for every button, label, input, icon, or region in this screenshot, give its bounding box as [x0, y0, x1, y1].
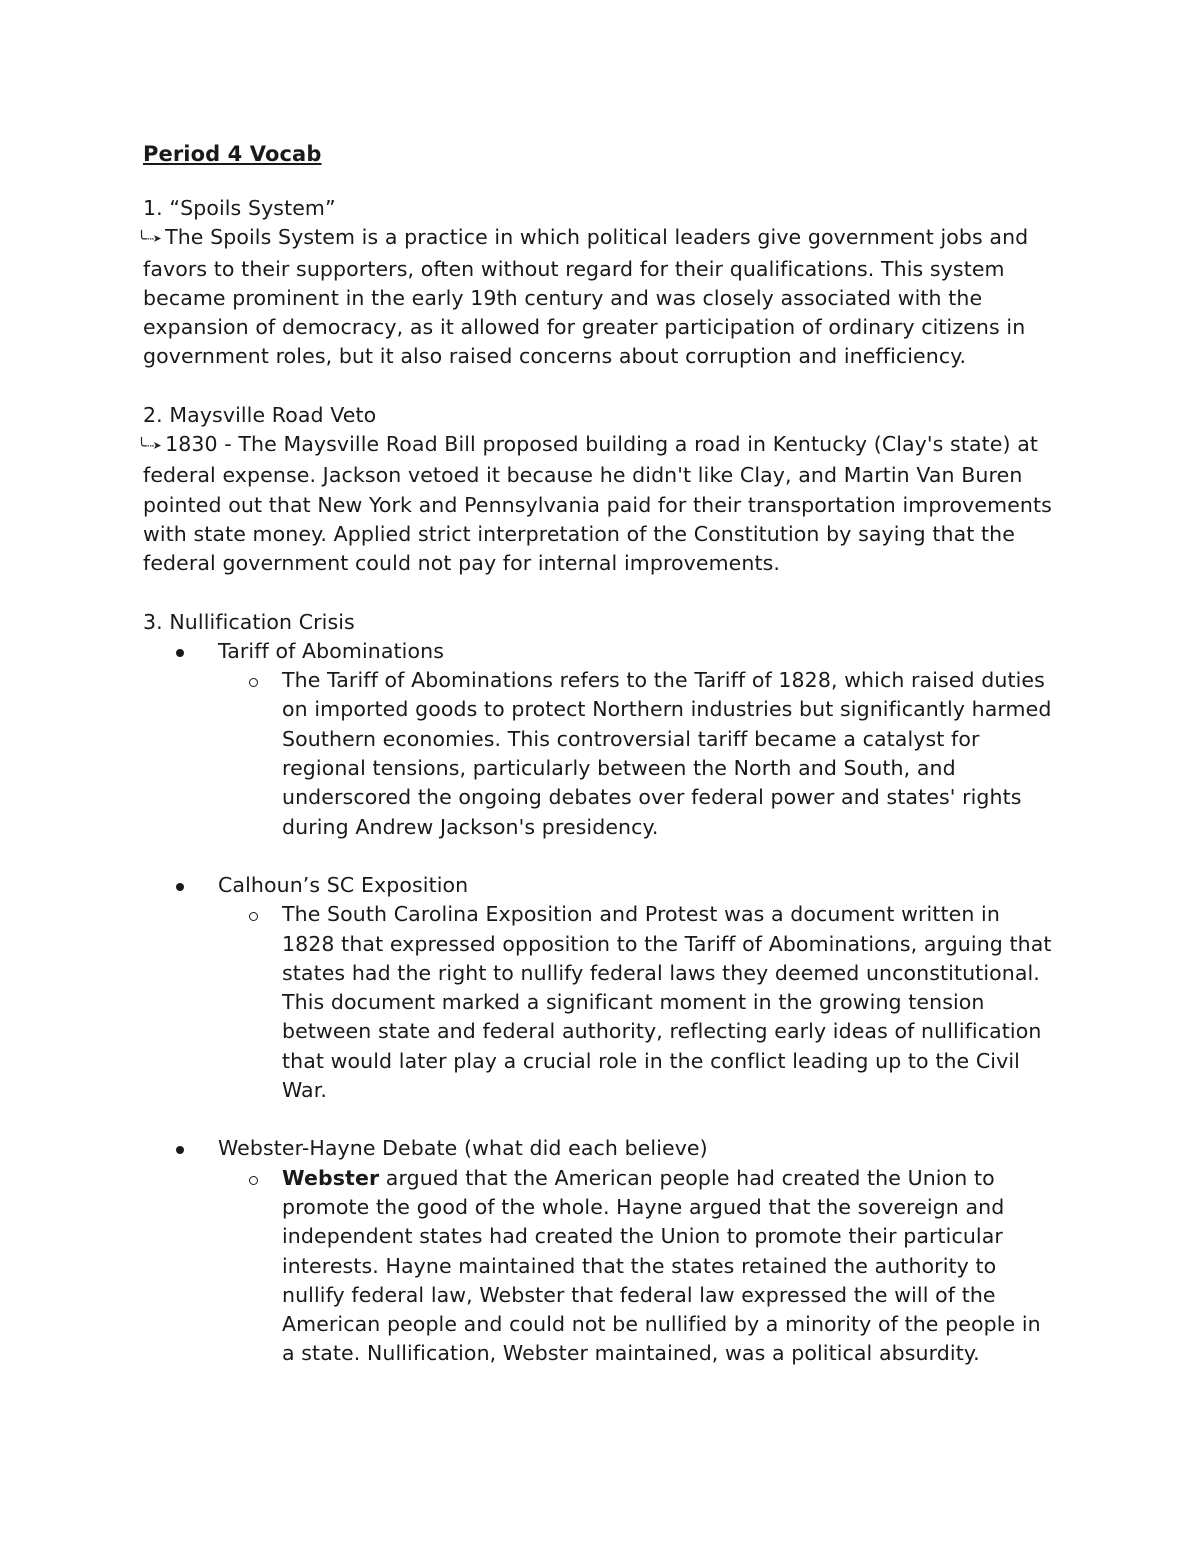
sub-bullet-text: The Tariff of Abominations refers to the Tariff of 1828, which raised duties on imported goods to protect Northern industries but significantly harmed Southern economies. This controversial tariff became a catalyst for regional tensions, particularly between the North and South, and underscored the ongoing debates over federal power and states' rights during Andrew Jackson's presidency.: [282, 668, 1052, 839]
sub-bullet-debate-detail: [143, 1164, 1058, 1369]
spacer: [143, 842, 1058, 871]
curved-arrow-icon: ╰┈➤: [137, 230, 162, 249]
bullet-dot-icon: [176, 649, 184, 657]
hollow-circle-bullet-icon: [249, 1176, 258, 1185]
sub-bullet-text: The South Carolina Exposition and Protest was a document written in 1828 that expressed opposition to the Tariff of Abominations, arguing that states had the right to nullify federal laws they deemed unconstitutional. This document marked a significant moment in the growing tension between state and federal authority, reflecting early ideas of nullification that would later play a crucial role in the conflict leading up to the Civil War.: [282, 902, 1052, 1103]
definition-text: 1830 - The Maysville Road Bill proposed building a road in Kentucky (Clay's state) at federal expense. Jackson vetoed it because he didn't like Clay, and Martin Van Buren pointed out that New York and Pennsylvania paid for their transportation improvements with state money. Applied strict interpretation of the Constitution by saying that the federal government could not pay for internal improvements.: [143, 432, 1052, 576]
curved-arrow-icon: ╰┈➤: [137, 437, 162, 456]
hollow-circle-bullet-icon: [249, 678, 258, 687]
definition-text: The Spoils System is a practice in which political leaders give government jobs and favors to their supporters, often without regard for their qualifications. This system became prominent in the early 19th century and was closely associated with the expansion of democracy, as it allowed for greater participation of ordinary citizens in government roles, but it also raised concerns about corruption and inefficiency.: [143, 225, 1029, 369]
spacer: [143, 579, 1058, 608]
hollow-circle-bullet-icon: [249, 912, 258, 921]
bullet-webster-hayne-debate: [143, 1134, 1058, 1163]
bullet-dot-icon: [176, 1146, 184, 1154]
vocab-definition-spoils-system: [137, 223, 1058, 371]
spacer: [143, 1105, 1058, 1134]
bullet-tariff-of-abominations: [143, 637, 1058, 666]
bold-term-webster: Webster: [282, 1165, 380, 1190]
bullet-dot-icon: [176, 883, 184, 891]
spacer: [143, 372, 1058, 401]
document-page: [137, 138, 1058, 1369]
bullet-label: Calhoun’s SC Exposition: [218, 872, 469, 897]
document-title: Period 4 Vocab: [143, 142, 322, 166]
sub-bullet-tariff-detail: [143, 666, 1058, 842]
bullet-label: Tariff of Abominations: [218, 638, 444, 663]
vocab-definition-maysville-road-veto: [137, 430, 1058, 578]
sub-bullet-text: argued that the American people had created the Union to promote the good of the whole. Hayne argued that the sovereign and independent states had created the Union to promote their particular interests. Hayne maintained that the states retained the authority to nullify federal law, Webster that federal law expressed the will of the American people and could not be nullified by a minority of the people in a state. Nullification, Webster maintained, was a political absurdity.: [282, 1165, 1041, 1366]
vocab-term-maysville-road-veto: 2. Maysville Road Veto: [143, 402, 377, 427]
vocab-term-spoils-system: 1. “Spoils System”: [143, 196, 336, 220]
sub-bullet-exposition-detail: [143, 900, 1058, 1105]
bullet-calhoun-sc-exposition: [143, 871, 1058, 900]
bullet-label: Webster-Hayne Debate (what did each believe): [218, 1136, 708, 1161]
vocab-term-nullification-crisis: 3. Nullification Crisis: [143, 609, 355, 634]
